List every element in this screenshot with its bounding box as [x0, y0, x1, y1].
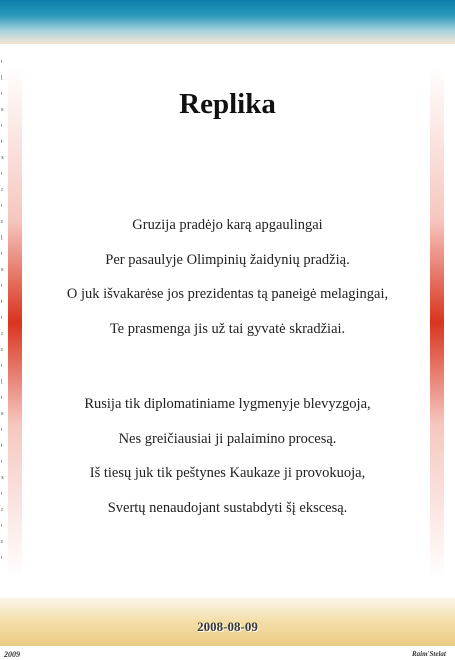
- margin-mark: ı: [1, 283, 3, 289]
- margin-mark: ɪ: [1, 539, 3, 545]
- margin-mark: ɾ: [1, 331, 4, 337]
- margin-mark: ı: [1, 251, 3, 257]
- margin-mark: ı: [1, 363, 3, 369]
- margin-mark: ı: [1, 459, 3, 465]
- margin-mark: ı: [1, 395, 3, 401]
- margin-mark: ı: [1, 315, 3, 321]
- margin-mark: ı: [1, 523, 3, 529]
- margin-mark: ı: [1, 491, 3, 497]
- stanza-2: [40, 394, 415, 533]
- margin-mark: ɪ: [1, 219, 3, 225]
- right-red-stripe: [430, 66, 444, 578]
- poem-line: Svertų nenaudojant sustabdyti šį ekscesą.: [107, 500, 348, 517]
- footer-year: 2009: [4, 650, 20, 659]
- margin-mark: ı: [1, 59, 3, 65]
- margin-mark: ɛ: [1, 411, 4, 417]
- margin-mark: ɨ: [1, 299, 3, 305]
- margin-mark: ı: [1, 555, 3, 561]
- poem-line: Te prasmenga jis už tai gyvatė skradžiai.: [109, 321, 346, 338]
- poem-line: O juk išvakarėse jos prezidentas tą paneigė melagingai,: [66, 286, 389, 303]
- margin-mark: ɨ: [1, 139, 3, 145]
- footer-author-signature: Raim'Stelat: [412, 650, 446, 658]
- top-gradient-band: [0, 0, 455, 44]
- margin-mark: ı: [1, 91, 3, 97]
- poem-date: 2008-08-09: [197, 619, 258, 634]
- poem-line: Rusija tik diplomatiniame lygmenyje blevyzgoja,: [84, 396, 371, 412]
- margin-mark: ɭ: [1, 235, 3, 241]
- poem-line: Gruzija pradėjo karą apgaulingai: [132, 217, 323, 233]
- margin-mark: ɾ: [1, 187, 4, 193]
- margin-mark: ɜ: [1, 155, 4, 161]
- poem-line: Nes greičiausiai ji palaimino procesą.: [118, 430, 337, 447]
- margin-mark: ɪ: [1, 347, 3, 353]
- poem-line: Iš tiesų juk tik peštynes Kaukaze ji provokuoja,: [89, 465, 366, 482]
- margin-mark: ɜ: [1, 475, 4, 481]
- margin-mark: ɾ: [1, 507, 4, 513]
- margin-mark: ı: [1, 171, 3, 177]
- stanza-1: [40, 215, 415, 354]
- poem-line: Per pasaulyje Olimpinių žaidynių pradžią.: [105, 251, 350, 268]
- margin-mark: ı: [1, 427, 3, 433]
- left-margin-marks: [0, 60, 8, 580]
- margin-mark: ı: [1, 203, 3, 209]
- left-red-stripe: [8, 66, 22, 578]
- poem-title: Replika: [179, 88, 276, 120]
- margin-mark: ı: [1, 123, 3, 129]
- margin-mark: ɭ: [1, 75, 3, 81]
- footer-strip: [0, 646, 455, 660]
- margin-mark: ɛ: [1, 267, 4, 273]
- margin-mark: ɭ: [1, 379, 3, 385]
- margin-mark: ɛ: [1, 107, 4, 113]
- margin-mark: ɨ: [1, 443, 3, 449]
